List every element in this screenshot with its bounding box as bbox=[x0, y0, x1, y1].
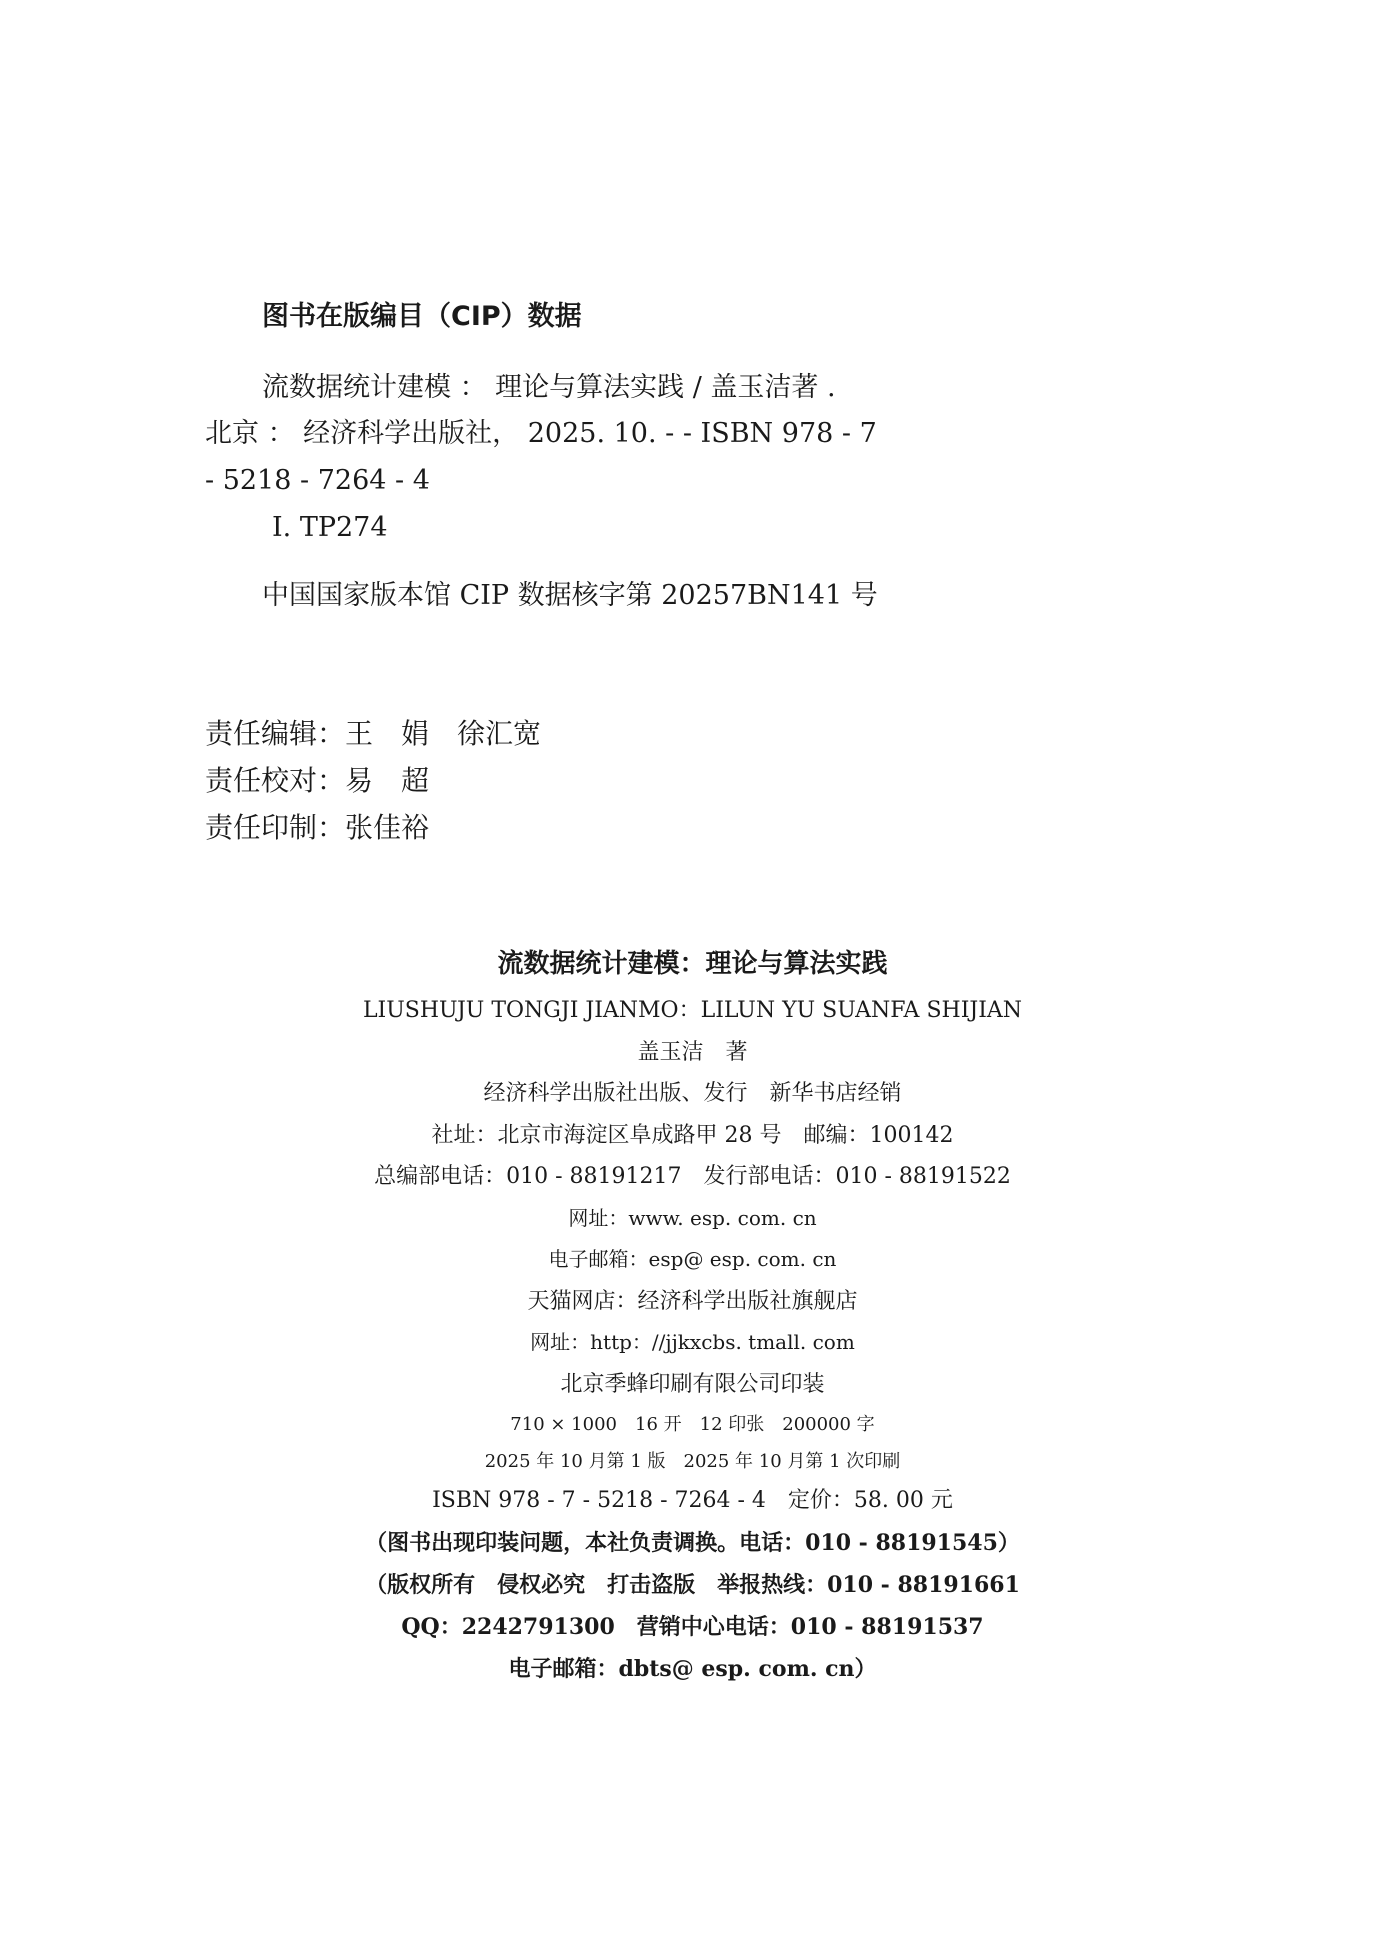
cip-title-line: 流数据统计建模 ： 理论与算法实践 / 盖玉洁著 . bbox=[262, 372, 836, 403]
rights-notice: （版权所有 侵权必究 打击盗版 举报热线：010 - 88191661 bbox=[365, 1572, 1020, 1598]
tmall-shop-line: 天猫网店：经济科学出版社旗舰店 bbox=[527, 1289, 858, 1314]
cip-record-number: 中国国家版本馆 CIP 数据核字第 20257BN141 号 bbox=[262, 580, 878, 611]
email-line: 电子邮箱：esp@ esp. com. cn bbox=[548, 1247, 837, 1271]
address-line: 社址：北京市海淀区阜成路甲 28 号 邮编：100142 bbox=[431, 1123, 954, 1148]
phone-line: 总编部电话：010 - 88191217 发行部电话：010 - 88191522 bbox=[374, 1164, 1011, 1189]
website-line: 网址：www. esp. com. cn bbox=[568, 1206, 817, 1230]
cip-publisher-line: 北京 ： 经济科学出版社， 2025. 10. - - ISBN 978 - 7 bbox=[205, 418, 877, 449]
format-line: 710 × 1000 16 开 12 印张 200000 字 bbox=[510, 1414, 875, 1435]
cip-isbn-line: - 5218 - 7264 - 4 bbox=[205, 465, 430, 496]
printer-line: 北京季蜂印刷有限公司印装 bbox=[560, 1372, 825, 1397]
piracy-email-line: 电子邮箱：dbts@ esp. com. cn） bbox=[508, 1656, 877, 1682]
edition-line: 2025 年 10 月第 1 版 2025 年 10 月第 1 次印刷 bbox=[484, 1451, 901, 1472]
book-title: 流数据统计建模：理论与算法实践 bbox=[497, 949, 888, 979]
tmall-url-line: 网址：http：//jjkxcbs. tmall. com bbox=[530, 1330, 855, 1354]
responsible-printing: 责任印制：张佳裕 bbox=[205, 811, 430, 844]
cip-classification-line: Ⅰ. TP274 bbox=[272, 512, 388, 543]
qq-marketing-line: QQ：2242791300 营销中心电话：010 - 88191537 bbox=[401, 1614, 984, 1640]
responsible-editor: 责任编辑：王 娟 徐汇宽 bbox=[205, 717, 542, 750]
book-title-pinyin: LIUSHUJU TONGJI JIANMO：LILUN YU SUANFA SHIJIAN bbox=[362, 998, 1023, 1023]
author-line: 盖玉洁 著 bbox=[637, 1040, 748, 1065]
cip-heading: 图书在版编目（CIP）数据 bbox=[262, 301, 582, 332]
publisher-line: 经济科学出版社出版、发行 新华书店经销 bbox=[483, 1081, 902, 1106]
return-notice: （图书出现印装问题，本社负责调换。电话：010 - 88191545） bbox=[365, 1530, 1020, 1556]
responsible-proofreader: 责任校对：易 超 bbox=[205, 764, 430, 797]
isbn-price-line: ISBN 978 - 7 - 5218 - 7264 - 4 定价：58. 00 元 bbox=[432, 1488, 953, 1513]
